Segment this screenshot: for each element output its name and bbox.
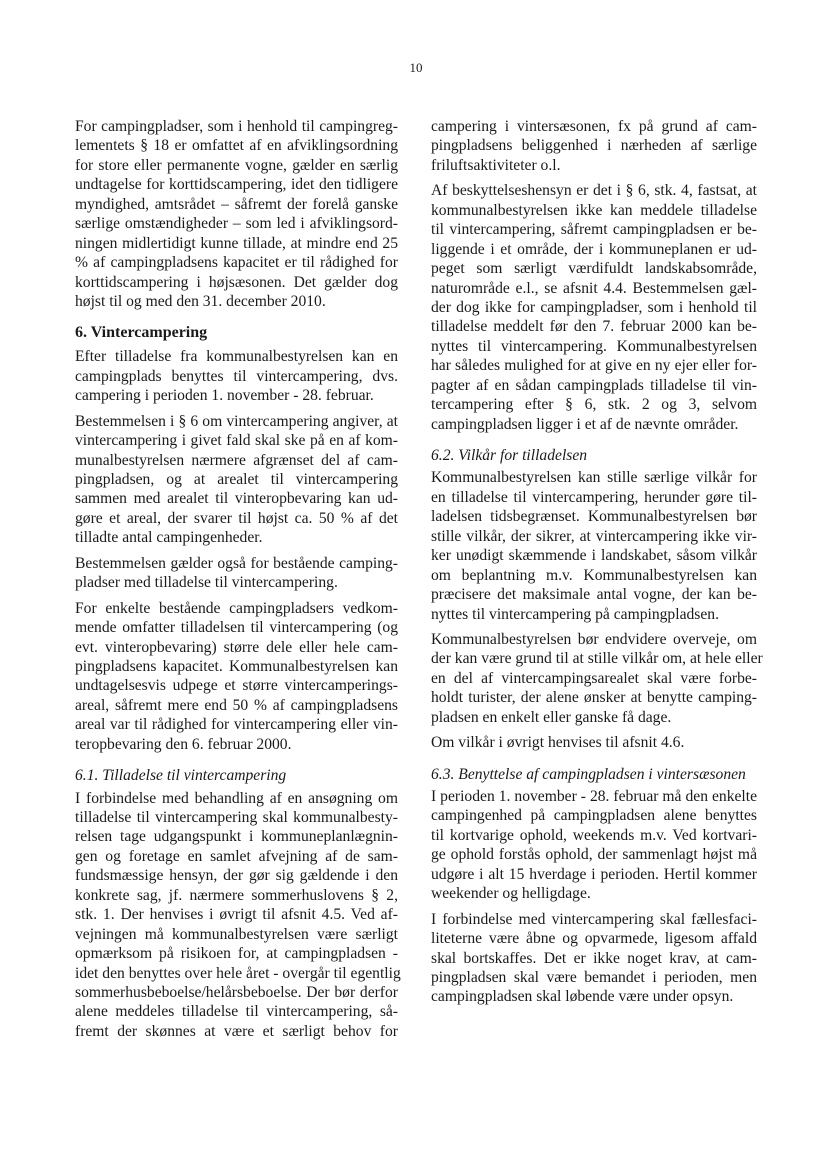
page-number: 10 (409, 60, 423, 75)
paragraph (431, 181, 757, 434)
text-line: liggende i et område, der i kommuneplanen er ud- (431, 240, 757, 258)
text-line: myndighed, amtsrådet – såfremt der forelå ganske (75, 195, 398, 213)
text-line: campingenhed på campingpladsen alene benyttes (431, 807, 757, 825)
text-line: friluftsaktiviteter o.l. (431, 156, 561, 174)
text-line: korttidscampering i højsæsonen. Det gælder dog (75, 273, 398, 291)
text-line: stille vilkår, der sikrer, at vintercampering ikke vir- (431, 527, 757, 545)
paragraph (75, 789, 401, 1042)
text-line: pladser med tilladelse til vintercampering. (75, 574, 338, 592)
text-line: areal, såfremt mere end 50 % af campingpladsens (75, 696, 398, 714)
text-line: om beplantning m.v. Kommunalbestyrelsen kan (431, 566, 757, 584)
paragraph (431, 910, 757, 1007)
text-line: skal bortskaffes. Det er ikke noget krav, at cam- (431, 949, 757, 967)
text-line: campingpladsen skal løbende være under opsyn. (431, 988, 734, 1006)
right-column (431, 117, 763, 1013)
text-line: udgøre i alt 15 hverdage i perioden. Hertil kommer (431, 865, 757, 883)
text-line: tercampering efter § 6, stk. 2 og 3, selvom (431, 396, 757, 414)
text-line: nyttes til vintercampering på campingpladsen. (431, 605, 719, 623)
paragraph (75, 599, 398, 755)
text-line: Bestemmelsen i § 6 om vintercampering angiver, at (75, 412, 398, 430)
text-line: fundsmæssige hensyn, der gør sig gældende i den (75, 867, 398, 885)
text-line: gen og foretage en samlet afvejning af de sam- (75, 847, 398, 865)
paragraph (431, 787, 757, 904)
text-line: til kortvarige ophold, weekends m.v. Ved kortvari- (431, 826, 757, 844)
text-line: fremt der skønnes at være et særligt behov for (75, 1022, 398, 1040)
paragraph (431, 468, 757, 624)
text-line: Kommunalbestyrelsen kan stille særlige vilkår for (431, 469, 757, 487)
text-line: peget som særligt værdifuldt landskabsområde, (431, 260, 757, 278)
text-line: for store eller permanente vogne, gælder en særlig (75, 156, 398, 174)
paragraph (75, 554, 398, 593)
text-line: For campingpladser, som i henhold til campingreg- (75, 118, 398, 135)
text-line: nyttes til vintercampering. Kommunalbestyrelsen (431, 337, 757, 355)
subsection-heading: 6.3. Benyttelse af campingpladsen i vintersæsonen (431, 765, 746, 783)
text-line: højst til og med den 31. december 2010. (75, 292, 326, 310)
text-line: naturområde e.l., se afsnit 4.4. Bestemmelsen gæl- (431, 279, 757, 297)
text-line: pingpladsen, og at arealet til vintercampering (75, 471, 398, 488)
text-line: vintercampering i givet fald skal ske på en af kom- (75, 432, 398, 450)
text-line: Kommunalbestyrelsen bør endvidere overveje, om (431, 630, 757, 648)
text-line: opmærksom på risikoen for, at campingpladsen - (75, 945, 398, 963)
subsection-heading: 6.2. Vilkår for tilladelsen (431, 447, 588, 464)
text-line: sammen med arealet til vinteropbevaring kan ud- (75, 490, 398, 508)
text-line: der kan være grund til at stille vilkår om, at hele eller (431, 650, 763, 668)
text-line: ge ophold forstås ophold, der sammenlagt højst må (431, 846, 757, 864)
paragraph (431, 630, 763, 727)
text-line: kommunalbestyrelsen ikke kan meddele tilladelse (431, 201, 757, 219)
text-line: præcisere det maksimale antal vogne, der kan be- (431, 586, 757, 604)
text-line: Efter tilladelse fra kommunalbestyrelsen kan en (75, 348, 398, 366)
text-line: liteterne være åbne og opvarmede, ligesom affald (431, 930, 757, 948)
text-line: ker unødigt skæmmende i landskabet, såsom vilkår (431, 547, 757, 565)
text-line: % af campingpladsens kapacitet er til rådighed for (75, 254, 398, 272)
text-line: tilladte antal campingenheder. (75, 529, 263, 547)
text-line: sommerhusbeboelse/helårsbeboelse. Der bør derfor (75, 983, 398, 1001)
text-line: pladsen en enkelt eller ganske få dage. (431, 708, 672, 726)
left-column (75, 117, 401, 1047)
text-line: campingplads benyttes til vintercampering, dvs. (75, 367, 398, 385)
text-line: konkrete sag, jf. nærmere sommerhuslovens § 2, (75, 886, 398, 904)
text-line: en del af vintercampingsarealet skal være forbe- (431, 669, 757, 687)
text-line: til vintercampering, såfremt campingpladsen er be- (431, 221, 757, 239)
text-line: stk. 1. Der henvises i øvrigt til afsnit 4.5. Ved af- (75, 906, 398, 924)
paragraph (75, 347, 398, 405)
text-line: ningen midlertidigt kunne tillade, at mindre end 25 (75, 234, 398, 252)
paragraph (75, 117, 398, 311)
section-heading: 6. Vintercampering (75, 324, 208, 342)
text-line: undtagelse for korttidscampering, idet den tidligere (75, 176, 398, 194)
text-line: campering i vintersæsonen, fx på grund af cam- (431, 118, 757, 135)
text-line: Bestemmelsen gælder også for bestående camping- (75, 554, 398, 572)
text-line: teropbevaring den 6. februar 2000. (75, 735, 292, 753)
text-line: I forbindelse med behandling af en ansøgning om (75, 789, 398, 807)
text-line: pingpladsen skal være bemandet i perioden, men (431, 968, 757, 986)
text-line: weekender og helligdage. (431, 885, 591, 903)
text-line: mende omfatter tilladelsen til vintercampering (og (75, 619, 398, 637)
text-line: der dog ikke for campingpladser, som i henhold til (431, 298, 757, 316)
text-line: alene meddeles tilladelse til vintercampering, så- (75, 1003, 398, 1021)
text-line: I perioden 1. november - 28. februar må den enkelte (431, 788, 757, 806)
text-line: Af beskyttelseshensyn er det i § 6, stk. 4, fastsat, at (431, 182, 757, 200)
text-line: relsen tage udgangspunkt i kommuneplanlægnin- (75, 828, 398, 846)
text-line: pagter af en sådan campingplads tilladelse til vin- (431, 376, 757, 394)
text-line: pingpladsens beliggenhed i nærheden af særlige (431, 137, 757, 155)
text-line: lementets § 18 er omfattet af en afviklingsordning (75, 137, 398, 155)
text-line: holdt turister, der alene ønsker at benytte camping- (431, 689, 757, 707)
text-line: tilladelse meddelt før den 7. februar 2000 kan be- (431, 318, 757, 336)
text-line: undtagelsesvis udpege et større vintercamperings- (75, 677, 398, 695)
text-line: pingpladsens kapacitet. Kommunalbestyrelsen kan (75, 657, 398, 675)
text-line: I forbindelse med vintercampering skal fællesfaci- (431, 910, 757, 928)
paragraph (431, 117, 757, 175)
text-line: campingpladsen ligger i et af de nævnte områder. (431, 415, 739, 433)
subsection-heading: 6.1. Tilladelse til vintercampering (75, 767, 287, 785)
text-line: ladelsen tidsbegrænset. Kommunalbestyrelsen bør (431, 508, 757, 526)
text-line: campering i perioden 1. november - 28. februar. (75, 387, 374, 405)
text-line: evt. vinteropbevaring) større dele eller hele cam- (75, 638, 398, 656)
text-line: vejningen må kommunalbestyrelsen være særligt (75, 925, 398, 943)
text-line: en tilladelse til vintercampering, herunder gøre til- (431, 488, 757, 506)
text-line: For enkelte bestående campingpladsers vedkom- (75, 599, 398, 617)
text-line: Om vilkår i øvrigt henvises til afsnit 4.6. (431, 734, 685, 752)
text-line: særlige omstændigheder – som led i afviklingsord- (75, 215, 398, 233)
text-line: gøre et areal, der svarer til højst ca. 50 % af det (75, 509, 398, 527)
text-line: areal var til rådighed for vintercampering eller vin- (75, 716, 398, 734)
text-line: idet den benyttes over hele året - overgår til egentlig (75, 964, 401, 982)
paragraph (75, 412, 398, 548)
paragraph (431, 733, 757, 752)
text-line: munalbestyrelsen nærmere afgrænset del af cam- (75, 451, 398, 469)
text-line: har således mulighed for at give en ny ejer eller for- (431, 357, 757, 375)
text-line: tilladelse til vintercampering skal kommunalbesty- (75, 809, 398, 827)
